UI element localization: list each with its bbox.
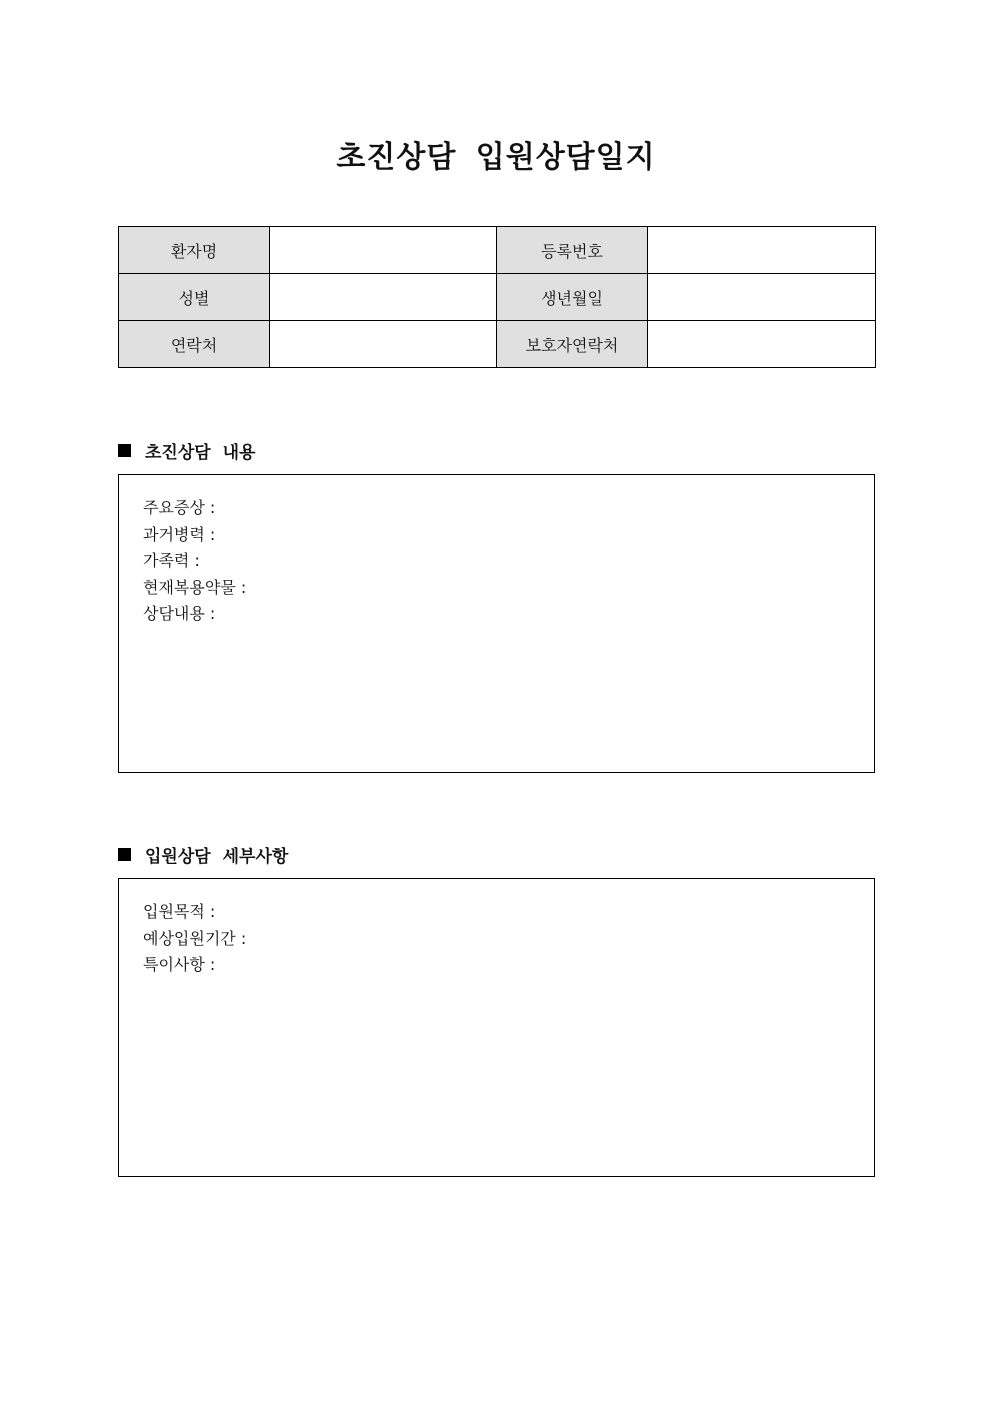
expected-admission-period-line: 예상입원기간 : [143, 928, 247, 948]
table-row [119, 274, 876, 321]
square-bullet-icon [118, 444, 131, 457]
square-bullet-icon [118, 848, 131, 861]
patient-name-field[interactable] [270, 227, 497, 274]
family-history-line: 가족력 : [143, 551, 200, 570]
guardian-contact-label: 보호자연락처 [497, 321, 648, 368]
birthdate-label: 생년월일 [497, 274, 648, 321]
section-heading-text: 초진상담 내용 [145, 443, 256, 463]
contact-field[interactable] [270, 321, 497, 368]
initial-consultation-box[interactable] [118, 474, 875, 773]
special-notes-line: 특이사항 : [143, 955, 216, 974]
contact-label: 연락처 [119, 321, 270, 368]
main-symptoms-line: 주요증상 : [143, 498, 216, 517]
table-row [119, 227, 876, 274]
current-medication-line: 현재복용약물 : [143, 577, 247, 597]
gender-label: 성별 [119, 274, 270, 321]
registration-number-label: 등록번호 [497, 227, 648, 274]
past-history-line: 과거병력 : [143, 524, 216, 544]
guardian-contact-field[interactable] [648, 321, 876, 368]
patient-info-table [118, 226, 876, 368]
section-heading-initial-consultation [118, 438, 255, 463]
page-title: 초진상담 입원상담일지 [336, 140, 656, 175]
patient-name-label: 환자명 [119, 227, 270, 274]
table-row [119, 321, 876, 368]
gender-field[interactable] [270, 274, 497, 321]
birthdate-field[interactable] [648, 274, 876, 321]
registration-number-field[interactable] [648, 227, 876, 274]
consultation-content-line: 상담내용 : [143, 604, 216, 623]
admission-details-box[interactable] [118, 878, 875, 1177]
section-heading-text: 입원상담 세부사항 [145, 847, 289, 867]
section-heading-admission-details [118, 842, 288, 867]
admission-purpose-line: 입원목적 : [143, 902, 216, 921]
